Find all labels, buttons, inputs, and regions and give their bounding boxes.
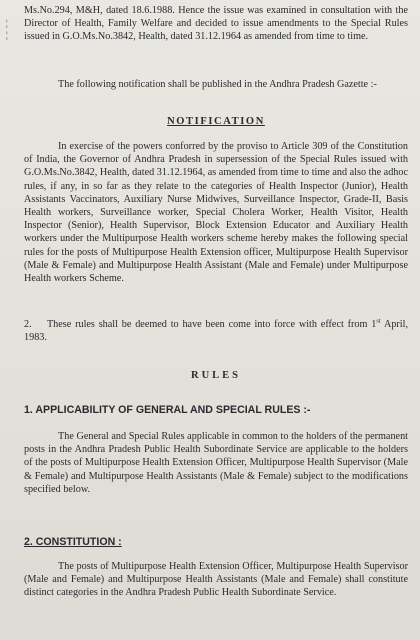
rule-2-superscript: st bbox=[376, 317, 381, 325]
rules-heading: RULES bbox=[190, 370, 241, 381]
section-2-paragraph: The posts of Multipurpose Health Extension Officer, Multipurpose Health Supervisor (Male and Female) and Multipurpose Health Assistants (Male and Female) shall constitute distinct categories in the Andhra Pradesh Public Health Subordinate Service. bbox=[24, 561, 408, 599]
rule-2-text: These rules shall be deemed to have been come into force with effect from 1 bbox=[46, 319, 377, 330]
notification-heading: NOTIFICATION bbox=[167, 116, 265, 127]
margin-mark: ¦ bbox=[6, 30, 8, 40]
gazette-note: The following notification shall be published in the Andhra Pradesh Gazette :- bbox=[58, 79, 377, 90]
intro-paragraph: Ms.No.294, M&H, dated 18.6.1988. Hence the issue was examined in consultation with the Director of Health, Family Welfare and decided to issue amendments to the Special Rules issued in G.O.Ms.No.3842, Health, dated 31.12.1964 as amended from time to time. bbox=[24, 5, 408, 43]
section-2-heading: 2. CONSTITUTION : bbox=[24, 536, 122, 548]
notification-paragraph: In exercise of the powers conforred by the proviso to Article 309 of the Constitution of India, the Governor of Andhra Pradesh in supersession of the Special Rules issued with G.O.Ms.No.3842, Health, dated 31.12.1964, as amended from time to time and also the adhoc rules, if any, in so far as they relate to the categories of Health Inspector (Junior), Health Assistants Vaccinators, Auxiliary Nurse Midwives, Surveillance Inspector, Grade-II, Basis Health workers, Surveillance worker, Special Cholera Worker, Health Visitor, Health Inspector (Senior), Health Supervisor, Block Extension Educator and Auxiliary Health workers under the Multipurpose Health workers scheme hereby makes the following special rules for the posts of Multipurpose Health Extension officer, Multipurpose Health Supervisor (Male & Female) and Multipurpose Health Assistant (Male and Female) under Multipurpose Health workers Scheme. bbox=[24, 141, 408, 285]
rule-2-end: April, 1983. bbox=[24, 319, 408, 344]
rule-2-paragraph bbox=[24, 318, 408, 344]
margin-mark: ¦ bbox=[6, 18, 8, 28]
section-1-heading: 1. APPLICABILITY OF GENERAL AND SPECIAL RULES :- bbox=[24, 404, 311, 416]
section-1-paragraph: The General and Special Rules applicable in common to the holders of the permanent posts in the Andhra Pradesh Public Health Subordinate Service are applicable to the holders of the posts of Multipurpose Health Extension Officer, Multipurpose Health Supervisor (Male & Female) and Multipurpose Health Assistants (Male & Female) subject to the modifications specified below. bbox=[24, 431, 408, 495]
rule-2-number: 2. bbox=[24, 319, 32, 330]
